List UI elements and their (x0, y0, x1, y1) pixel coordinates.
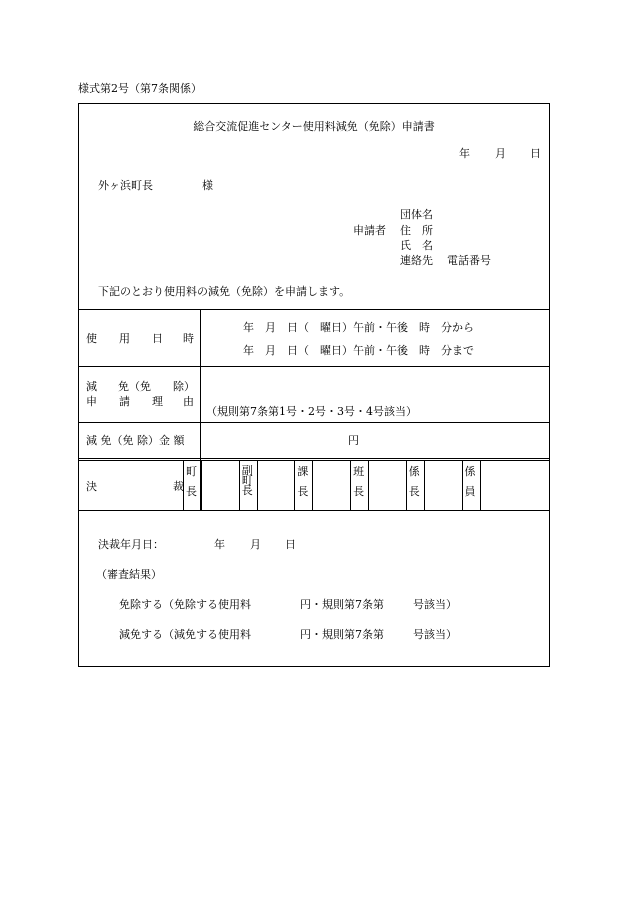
reason-label-2a: 申 (86, 395, 97, 408)
applicant-label: 申請者 (353, 224, 386, 237)
reason-label-2b: 請 (119, 395, 130, 408)
usage-label-2: 用 (119, 332, 130, 345)
usage-label-1: 使 (86, 332, 97, 345)
application-form (78, 103, 550, 667)
reason-label-2d: 由 (183, 395, 194, 408)
reduce-line-b: 円・規則第7条第 (300, 628, 384, 641)
usage-label-3: 日 (152, 332, 163, 345)
applicant-name-label: 氏 名 (400, 239, 433, 252)
stamp-divider (480, 460, 481, 510)
stamp-role-label: 課 長 (297, 465, 309, 498)
addressee-name: 外ヶ浜町長 (98, 179, 153, 192)
divider (79, 309, 549, 310)
date-day: 日 (530, 147, 541, 160)
stamp-divider (368, 460, 369, 510)
intro-text: 下記のとおり使用料の減免（免除）を申請します。 (98, 285, 351, 298)
date-month: 月 (495, 147, 506, 160)
stamp-role-label: 係 長 (408, 465, 420, 498)
usage-to-line: 年 月 日（ 曜日）午前・午後 時 分まで (243, 344, 474, 357)
reason-label-1a: 減 (86, 380, 97, 393)
stamp-role-label: 副 町 長 (241, 464, 253, 497)
date-year: 年 (459, 147, 470, 160)
reason-label-1c: 除） (173, 380, 195, 393)
exempt-line-b: 円・規則第7条第 (300, 598, 384, 611)
applicant-address-label: 住 所 (400, 224, 433, 237)
usage-from-line: 年 月 日（ 曜日）午前・午後 時 分から (243, 321, 474, 334)
stamp-divider (424, 460, 425, 510)
stamp-divider (239, 460, 240, 510)
stamp-role-label: 係 員 (464, 465, 476, 498)
stamp-divider (462, 460, 463, 510)
reduce-line-a: 減免する（減免する使用料 (119, 628, 251, 641)
divider (79, 460, 549, 461)
reduce-line-c: 号該当） (413, 628, 457, 641)
form-number: 様式第2号（第7条関係） (78, 82, 202, 95)
exempt-line-c: 号該当） (413, 598, 457, 611)
stamp-role-label: 町 長 (186, 465, 197, 498)
stamp-divider (294, 460, 295, 510)
stamp-divider (201, 460, 202, 510)
decision-year: 年 (214, 538, 225, 551)
applicant-phone-label: 電話番号 (447, 254, 491, 267)
divider (79, 366, 549, 367)
addressee-honorific: 様 (202, 179, 213, 192)
usage-label-4: 時 (183, 332, 194, 345)
stamp-role-label: 班 長 (353, 465, 365, 498)
approval-label-1: 決 (86, 480, 97, 493)
reason-label-2c: 理 (152, 395, 163, 408)
decision-month: 月 (250, 538, 261, 551)
amount-label: 減 免（免 除）金 額 (86, 434, 185, 447)
review-label: （審査結果） (96, 568, 162, 581)
amount-unit: 円 (348, 434, 359, 447)
stamp-divider (406, 460, 407, 510)
divider (79, 510, 549, 511)
divider (79, 458, 549, 459)
stamp-divider (257, 460, 258, 510)
form-title: 総合交流促進センター使用料減免（免除）申請書 (193, 120, 435, 133)
exempt-line-a: 免除する（免除する使用料 (119, 598, 251, 611)
stamp-divider (312, 460, 313, 510)
approval-label-2: 裁 (173, 480, 184, 493)
applicant-org-label: 団体名 (400, 208, 433, 221)
divider (79, 422, 549, 423)
applicant-contact-label: 連絡先 (400, 254, 433, 267)
reason-note: （規則第7条第1号・2号・3号・4号該当） (206, 405, 417, 418)
stamp-divider (183, 460, 184, 510)
stamp-divider (350, 460, 351, 510)
decision-date-label: 決裁年月日： (98, 538, 164, 551)
reason-label-1b: 免（免 (118, 380, 151, 393)
decision-day: 日 (285, 538, 296, 551)
